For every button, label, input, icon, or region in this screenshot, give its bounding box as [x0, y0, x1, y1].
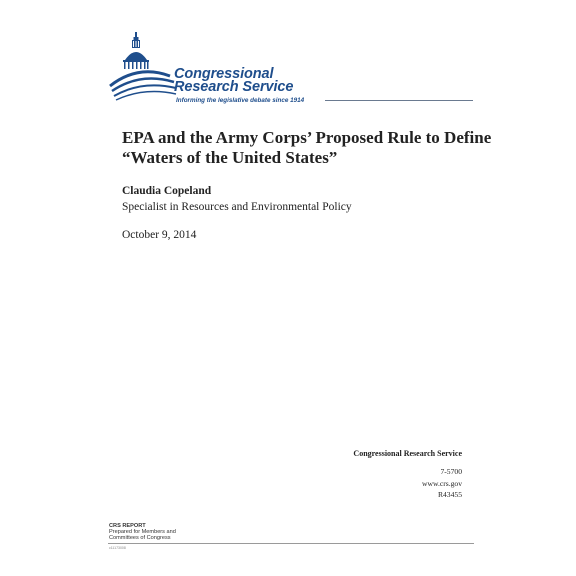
footer-org: Congressional Research Service	[353, 449, 462, 458]
report-date: October 9, 2014	[122, 229, 197, 241]
report-title: EPA and the Army Corps’ Proposed Rule to Define “Waters of the United States”	[122, 128, 492, 167]
author-name: Claudia Copeland	[122, 185, 212, 197]
footer-website: www.crs.gov	[421, 478, 462, 488]
footer-report-number: R43455	[437, 490, 462, 500]
org-name	[174, 68, 293, 94]
org-name-line1: Congressional	[174, 66, 274, 82]
footer-phone: 7-5700	[440, 466, 462, 476]
footer-contact-block	[353, 448, 462, 501]
tagline-rule	[325, 100, 473, 101]
prepared-line1: Prepared for Members and	[109, 529, 176, 535]
author-title: Specialist in Resources and Environmental Policy	[122, 201, 352, 213]
prepared-line2: Committees of Congress	[109, 535, 171, 541]
crs-report-label-block	[109, 523, 176, 541]
crs-logo	[108, 30, 478, 110]
bottom-divider	[108, 543, 474, 544]
document-code: c11173008	[109, 546, 126, 550]
org-tagline: Informing the legislative debate since 1914	[176, 97, 305, 104]
capitol-dome-icon	[108, 30, 178, 102]
org-name-line2: Research Service	[174, 79, 294, 95]
crs-report-label: CRS REPORT	[109, 523, 146, 529]
